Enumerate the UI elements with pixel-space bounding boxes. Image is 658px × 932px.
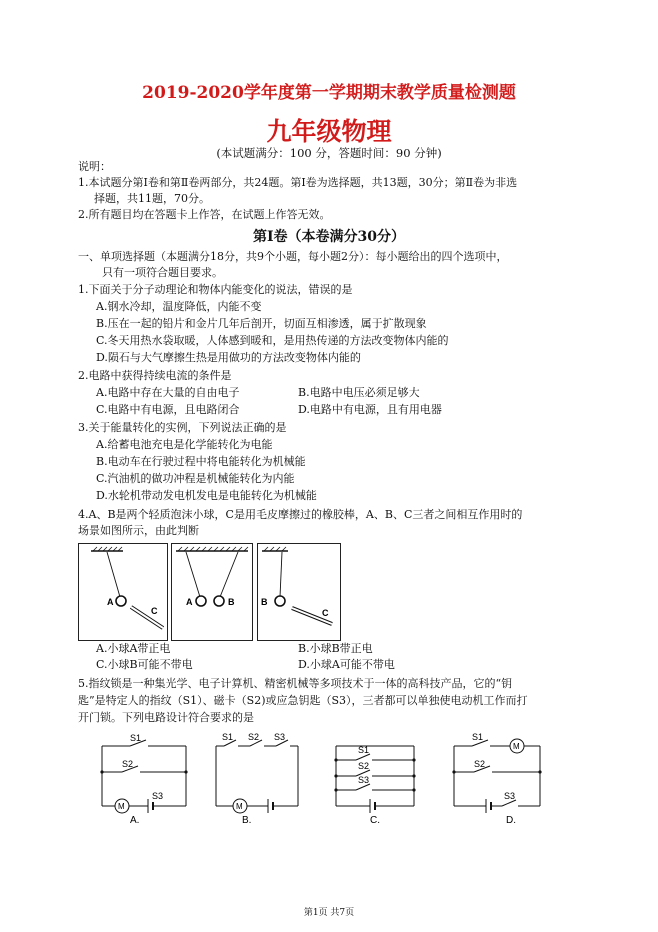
thread [107, 552, 120, 597]
thread [186, 552, 200, 597]
ball-b-label: B [261, 597, 268, 607]
option-b: B.电动车在行驶过程中将电能转化为机械能 [96, 455, 306, 468]
option-a: A.电路中存在大量的自由电子 [96, 386, 240, 399]
switch-label-s1: S1 [130, 733, 142, 743]
exam-title: 2019-2020学年度第一学期期末教学质量检测题 [142, 83, 516, 103]
pendulum-figure-1 [79, 544, 167, 640]
subject-title: 九年级物理 [266, 117, 392, 146]
circuit-b [210, 730, 310, 826]
page-footer: 第1页 共7页 [303, 908, 355, 918]
choice-label: C. [370, 815, 380, 826]
note-line: 择题，共11题，70分。 [94, 192, 210, 205]
switch-label-s2: S2 [358, 761, 370, 771]
switch-label-s2: S2 [474, 759, 486, 769]
ball-a-label: A [107, 597, 114, 607]
ball-b-label: B [228, 597, 235, 607]
circuit-d [448, 730, 548, 826]
pendulum-figure-3 [258, 544, 340, 640]
switch-label-s3: S3 [274, 732, 286, 742]
option-c: C.冬天用热水袋取暖，人体感到暖和，是用热传递的方法改变物体内能的 [96, 334, 449, 347]
switch-label-s2: S2 [122, 759, 134, 769]
rod-c-label: C [322, 608, 329, 618]
figure-panel-1 [78, 543, 168, 641]
option-b: B.小球B带正电 [298, 642, 373, 655]
section-intro: 只有一项符合题目要求。 [102, 266, 223, 279]
switch-label-s3: S3 [358, 775, 370, 785]
motor-icon: M [118, 802, 125, 811]
question-stem: 5.指纹锁是一种集光学、电子计算机、精密机械等多项技术于一体的高科技产品，它的“钥 [78, 677, 513, 690]
option-d: D.水轮机带动发电机发电是电能转化为机械能 [96, 489, 317, 502]
question-stem: 4.A、B是两个轻质泡沫小球，C是用毛皮摩擦过的橡胶棒，A、B、C三者之间相互作用时的 [78, 508, 523, 521]
ball-a-label: A [186, 597, 193, 607]
circuit-a [96, 730, 198, 826]
question-stem: 场景如图所示，由此判断 [78, 524, 199, 537]
option-a: A.钢水冷却，温度降低，内能不变 [96, 300, 262, 313]
section-title: 第Ⅰ卷（本卷满分30分） [252, 229, 406, 245]
motor-icon: M [513, 742, 520, 751]
question-stem: 匙”是特定人的指纹（S1）、磁卡（S2)或应急钥匙（S3），三者都可以单独使电动机工作而打 [78, 694, 528, 707]
option-c: C.小球B可能不带电 [96, 658, 193, 671]
notes-label: 说明： [78, 160, 111, 173]
figure-panel-2 [171, 543, 253, 641]
choice-label: D. [506, 815, 516, 826]
note-line: 2.所有题目均在答题卡上作答，在试题上作答无效。 [78, 208, 331, 221]
ball-a [196, 596, 206, 606]
motor-icon: M [236, 802, 243, 811]
question-stem: 开门锁。下列电路设计符合要求的是 [78, 711, 254, 724]
section-intro: 一、单项选择题（本题满分18分，共9个小题，每小题2分）：每小题给出的四个选项中， [78, 250, 508, 263]
switch-label-s1: S1 [222, 732, 234, 742]
thread [280, 552, 282, 597]
switch-label-s1: S1 [472, 732, 484, 742]
option-c: C.汽油机的做功冲程是机械能转化为内能 [96, 472, 295, 485]
ball-b [275, 596, 285, 606]
question-stem: 1.下面关于分子动理论和物体内能变化的说法，错误的是 [78, 283, 353, 296]
option-b: B.压在一起的铅片和金片几年后剖开，切面互相渗透，属于扩散现象 [96, 317, 427, 330]
option-a: A.小球A带正电 [96, 642, 171, 655]
option-b: B.电路中电压必须足够大 [298, 386, 420, 399]
rod-c-label: C [151, 606, 158, 616]
figure-panel-3 [257, 543, 341, 641]
switch-label-s3: S3 [152, 791, 164, 801]
choice-label: B. [242, 815, 252, 826]
choice-label: A. [130, 815, 140, 826]
circuit-c [328, 730, 428, 826]
ball-a [116, 596, 126, 606]
switch-label-s2: S2 [248, 732, 260, 742]
thread [220, 552, 238, 597]
note-line: 1.本试题分第Ⅰ卷和第Ⅱ卷两部分，共24题。第Ⅰ卷为选择题，共13题，30分；第Ⅱ卷为非选 [78, 176, 518, 189]
ball-b [214, 596, 224, 606]
question-stem: 3.关于能量转化的实例，下列说法正确的是 [78, 421, 287, 434]
switch-label-s1: S1 [358, 745, 370, 755]
option-a: A.给蓄电池充电是化学能转化为电能 [96, 438, 273, 451]
option-d: D.电路中有电源，且有用电器 [298, 403, 442, 416]
question-stem: 2.电路中获得持续电流的条件是 [78, 369, 232, 382]
pendulum-figure-2 [172, 544, 252, 640]
switch-label-s3: S3 [504, 791, 516, 801]
exam-info: (本试题满分：100 分，答题时间：90 分钟) [216, 146, 442, 160]
option-c: C.电路中有电源，且电路闭合 [96, 403, 240, 416]
option-d: D.小球A可能不带电 [298, 658, 395, 671]
option-d: D.陨石与大气摩擦生热是用做功的方法改变物体内能的 [96, 351, 361, 364]
